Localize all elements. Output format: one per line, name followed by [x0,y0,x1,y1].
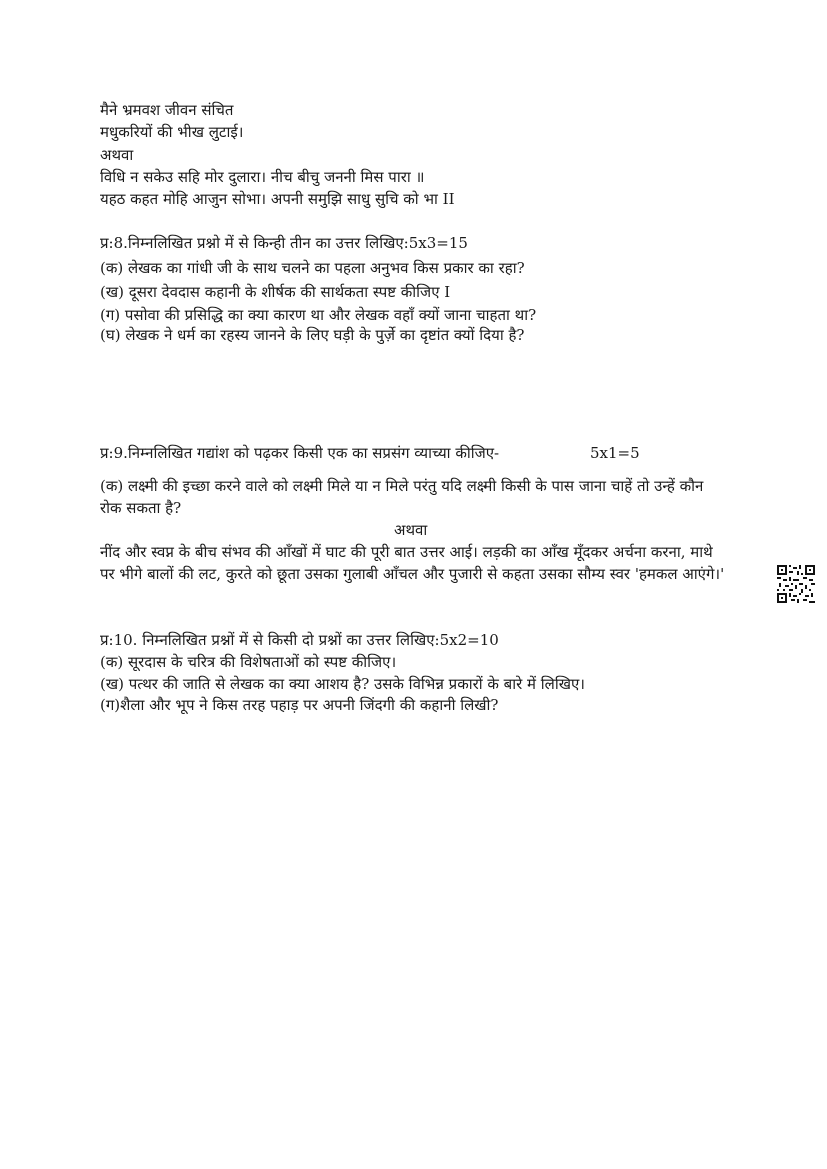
poem-line-3: विधि न सकेउ सहि मोर दुलारा। नीच बीचु जननी मिस पारा ॥ [100,168,425,186]
poem-line-2: मधुकरियों की भीख लुटाई। [100,123,244,141]
q10-option-c: (ग)शैला और भूप ने किस तरह पहाड़ पर अपनी जिंदगी की कहानी लिखी? [100,696,499,714]
q10-heading: प्र:10. निम्नलिखित प्रश्नों में से किसी दो प्रश्नों का उत्तर लिखिए:5x2=10 [100,631,499,649]
poem-line-1: मैने भ्रमवश जीवन संचित [100,101,234,119]
q8-heading: प्र:8.निम्नलिखित प्रश्नो में से किन्ही तीन का उत्तर लिखिए:5x3=15 [100,234,468,252]
q9-passage-a: (क) लक्ष्मी की इच्छा करने वाले को लक्ष्मी मिले या न मिले परंतु यदि लक्ष्मी किसी के पास जाना चाहें तो उन्हें कौन रोक सकता है? [100,477,704,517]
q10-option-a: (क) सूरदास के चरित्र की विशेषताओं को स्पष्ट कीजिए। [100,653,397,671]
qr-code-icon [777,565,815,603]
q9-heading: प्र:9.निम्नलिखित गद्यांश को पढ़कर किसी एक का सप्रसंग व्याच्या कीजिए- [100,444,500,462]
q8-option-a: (क) लेखक का गांधी जी के साथ चलने का पहला अनुभव किस प्रकार का रहा? [100,259,525,277]
q10-option-b: (ख) पत्थर की जाति से लेखक का क्या आशय है? उसके विभिन्न प्रकारों के बारे में लिखिए। [100,675,585,693]
q9-marks: 5x1=5 [590,444,640,462]
q8-option-d: (घ) लेखक ने धर्म का रहस्य जानने के लिए घड़ी के पुर्ज़े का दृष्टांत क्यों दिया है? [100,326,525,344]
q9-or: अथवा [394,521,428,539]
poem-or: अथवा [100,146,134,164]
poem-line-4: यहठ कहत मोहि आजुन सोभा। अपनी समुझि साधु सुचि को भा II [100,190,455,208]
q8-option-b: (ख) दूसरा देवदास कहानी के शीर्षक की सार्थकता स्पष्ट कीजिए I [100,283,451,301]
q9-passage-b: नींद और स्वप्न के बीच संभव की आँखों में घाट की पूरी बात उत्तर आई। लड़की का आँख मूँदकर अर्चना करना, माथे पर भीगे बालों की लट, कुरते को छूता उसका गुलाबी आँचल और पुजारी से कहता उसका सौम्य स्वर 'हमकल आएंगे।' [100,543,725,583]
q8-option-c: (ग) पसोवा की प्रसिद्धि का क्या कारण था और लेखक वहाँ क्यों जाना चाहता था? [100,306,537,324]
